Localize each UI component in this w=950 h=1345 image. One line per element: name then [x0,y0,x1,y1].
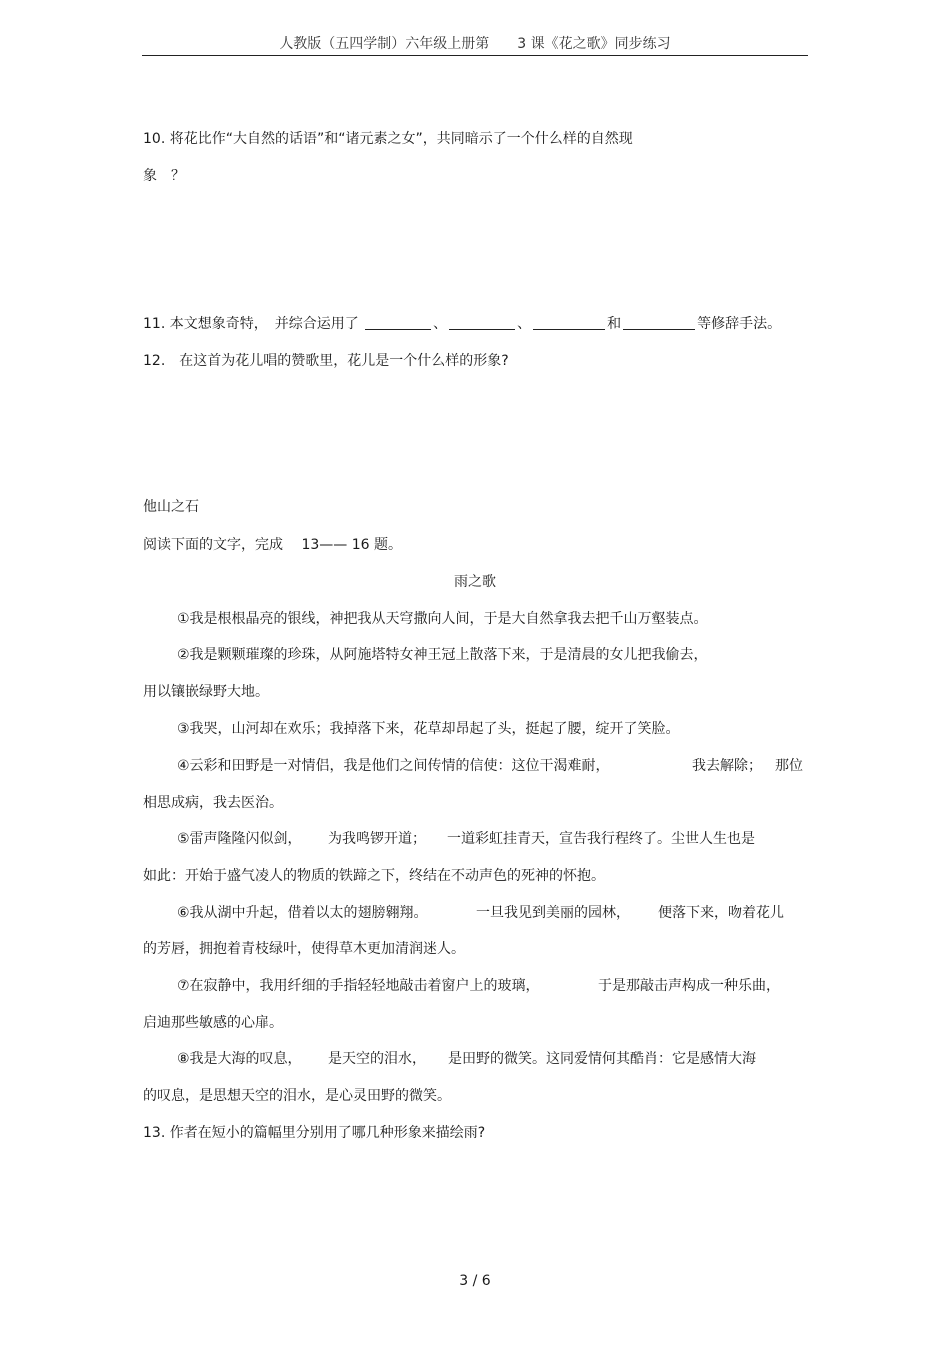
poem-paragraph-6-line-2: 的芳唇，拥抱着青枝绿叶，使得草木更加清润迷人。 [143,941,465,957]
blank-separator: 、 [433,316,448,332]
poem-paragraph-3: ③我哭，山河却在欢乐；我掉落下来，花草却昂起了头，挺起了腰，绽开了笑脸。 [177,721,680,737]
poem-paragraph-7-line-2: 启迪那些敏感的心扉。 [143,1015,283,1031]
poem-paragraph-2-line-1: ②我是颗颗璀璨的珍珠，从阿施塔特女神王冠上散落下来，于是清晨的女儿把我偷去， [177,647,708,663]
page-header: 人教版（五四学制）六年级上册第 3 课《花之歌》同步练习 [279,36,671,52]
poem-paragraph-5-line-1: ⑤雷声隆隆闪似剑， [177,831,302,847]
answer-blank-4[interactable] [623,315,695,330]
poem-paragraph-5-line-1-part-2: 为我鸣锣开道； [328,831,426,847]
poem-paragraph-1: ①我是根根晶亮的银线，神把我从天穹撒向人间，于是大自然拿我去把千山万壑装点。 [177,611,708,627]
poem-paragraph-8-line-2: 的叹息，是思想天空的泪水，是心灵田野的微笑。 [143,1088,451,1104]
question-13: 13. 作者在短小的篇幅里分别用了哪几种形象来描绘雨? [143,1125,486,1141]
poem-paragraph-2-line-2: 用以镶嵌绿野大地。 [143,684,269,700]
section-title: 他山之石 [143,499,199,515]
section-instruction: 阅读下面的文字，完成 13—— 16 题。 [143,537,402,553]
question-10-line-1: 10. 将花比作“大自然的话语”和“诸元素之女”，共同暗示了一个什么样的自然现 [143,131,633,147]
answer-blank-3[interactable] [533,315,605,330]
answer-blank-1[interactable] [365,315,431,330]
poem-paragraph-4-line-2: 相思成病，我去医治。 [143,795,283,811]
poem-paragraph-8-line-1-part-3: 是田野的微笑。这同爱情何其酷肖：它是感情大海 [448,1051,756,1067]
poem-paragraph-6-line-1-part-3: 便落下来，吻着花儿 [658,905,784,921]
poem-paragraph-7-line-1-part-2: 于是那敲击声构成一种乐曲， [598,978,780,994]
poem-paragraph-8-line-1: ⑧我是大海的叹息， [177,1051,302,1067]
question-12: 12. 在这首为花儿唱的赞歌里，花儿是一个什么样的形象? [143,353,509,369]
blank-separator: 和 [607,316,622,332]
poem-paragraph-5-line-2: 如此：开始于盛气凌人的物质的铁蹄之下，终结在不动声色的死神的怀抱。 [143,868,605,884]
page-number: 3 / 6 [459,1273,491,1289]
question-11-prefix: 11. 本文想象奇特， 并综合运用了 [143,316,359,332]
question-10-line-2: 象 ？ [143,168,185,184]
poem-title: 雨之歌 [454,574,496,590]
answer-blank-2[interactable] [449,315,515,330]
poem-paragraph-8-line-1-part-2: 是天空的泪水， [328,1051,426,1067]
blank-separator: 、 [517,316,532,332]
poem-paragraph-6-line-1: ⑥我从湖中升起，借着以太的翅膀翱翔。 [177,905,428,921]
poem-paragraph-4-line-1-part-3: 那位 [775,758,803,774]
question-11-suffix: 等修辞手法。 [697,316,782,332]
poem-paragraph-4-line-1-part-2: 我去解除； [692,758,762,774]
poem-paragraph-7-line-1: ⑦在寂静中，我用纤细的手指轻轻地敲击着窗户上的玻璃， [177,978,540,994]
question-11 [143,314,781,334]
poem-paragraph-4-line-1: ④云彩和田野是一对情侣，我是他们之间传情的信使：这位干渴难耐， [177,758,610,774]
poem-paragraph-5-line-1-part-3: 一道彩虹挂青天，宣告我行程终了。尘世人生也是 [447,831,755,847]
poem-paragraph-6-line-1-part-2: 一旦我见到美丽的园林， [476,905,630,921]
header-rule [142,55,808,56]
